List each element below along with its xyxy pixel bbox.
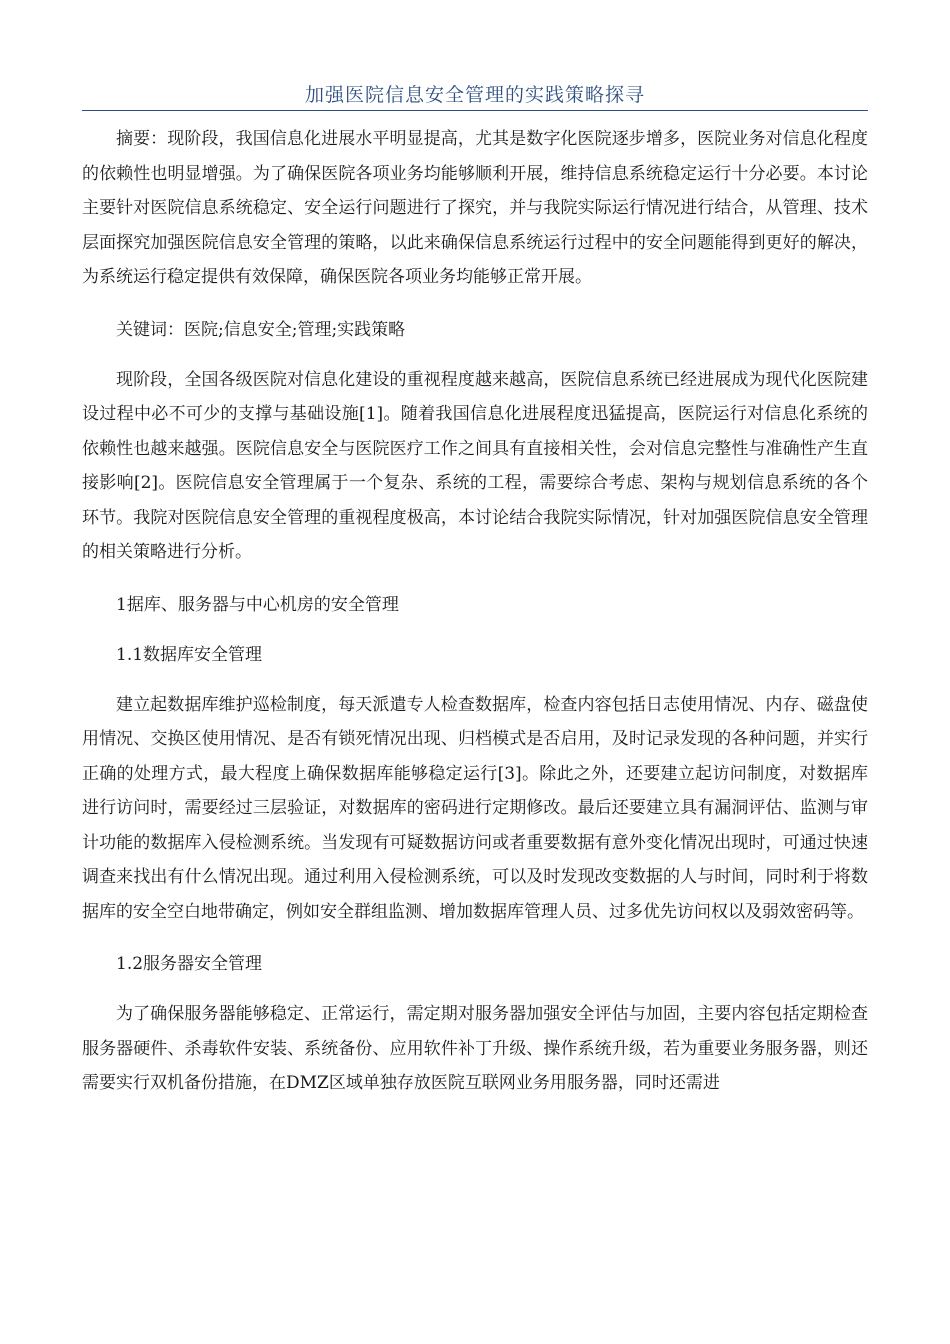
section-1-1-heading: 1.1数据库安全管理: [116, 644, 263, 665]
keywords-line: 关键词：医院;信息安全;管理;实践策略: [116, 319, 406, 340]
document-title: 加强医院信息安全管理的实践策略探寻: [304, 84, 645, 106]
title-underline: [82, 110, 868, 111]
section-1-2-paragraph: 为了确保服务器能够稳定、正常运行，需定期对服务器加强安全评估与加固，主要内容包括定期检查服务器硬件、杀毒软件安装、系统备份、应用软件补丁升级、操作系统升级，若为重要业务服务器，则还需要实行双机备份措施，在DMZ区域单独存放医院互联网业务用服务器，同时还需进: [82, 1004, 868, 1093]
intro-paragraph: 现阶段，全国各级医院对信息化建设的重视程度越来越高，医院信息系统已经进展成为现代化医院建设过程中必不可少的支撑与基础设施[1]。随着我国信息化进展程度迅猛提高，医院运行对信息化系统的依赖性也越来越强。医院信息安全与医院医疗工作之间具有直接相关性，会对信息完整性与准确性产生直接影响[2]。医院信息安全管理属于一个复杂、系统的工程，需要综合考虑、架构与规划信息系统的各个环节。我院对医院信息安全管理的重视程度极高，本讨论结合我院实际情况，针对加强医院信息安全管理的相关策略进行分析。: [82, 369, 868, 562]
document-body: [82, 122, 868, 1119]
abstract-paragraph: 摘要：现阶段，我国信息化进展水平明显提高，尤其是数字化医院逐步增多，医院业务对信息化程度的依赖性也明显增强。为了确保医院各项业务均能够顺利开展，维持信息系统稳定运行十分必要。本讨论主要针对医院信息系统稳定、安全运行问题进行了探究，并与我院实际运行情况进行结合，从管理、技术层面探究加强医院信息安全管理的策略，以此来确保信息系统运行过程中的安全问题能得到更好的解决，为系统运行稳定提供有效保障，确保医院各项业务均能够正常开展。: [82, 129, 868, 287]
section-1-1-paragraph: 建立起数据库维护巡检制度，每天派遣专人检查数据库，检查内容包括日志使用情况、内存、磁盘使用情况、交换区使用情况、是否有锁死情况出现、归档模式是否启用，及时记录发现的各种问题，并实行正确的处理方式，最大程度上确保数据库能够稳定运行[3]。除此之外，还要建立起访问制度，对数据库进行访问时，需要经过三层验证，对数据库的密码进行定期修改。最后还要建立具有漏洞评估、监测与审计功能的数据库入侵检测系统。当发现有可疑数据访问或者重要数据有意外变化情况出现时，可通过快速调查来找出有什么情况出现。通过利用入侵检测系统，可以及时发现改变数据的人与时间，同时利于将数据库的安全空白地带确定，例如安全群组监测、增加数据库管理人员、过多优先访问权以及弱效密码等。: [82, 694, 868, 922]
section-1-heading: 1据库、服务器与中心机房的安全管理: [116, 594, 399, 615]
section-1-2-heading: 1.2服务器安全管理: [116, 954, 263, 974]
